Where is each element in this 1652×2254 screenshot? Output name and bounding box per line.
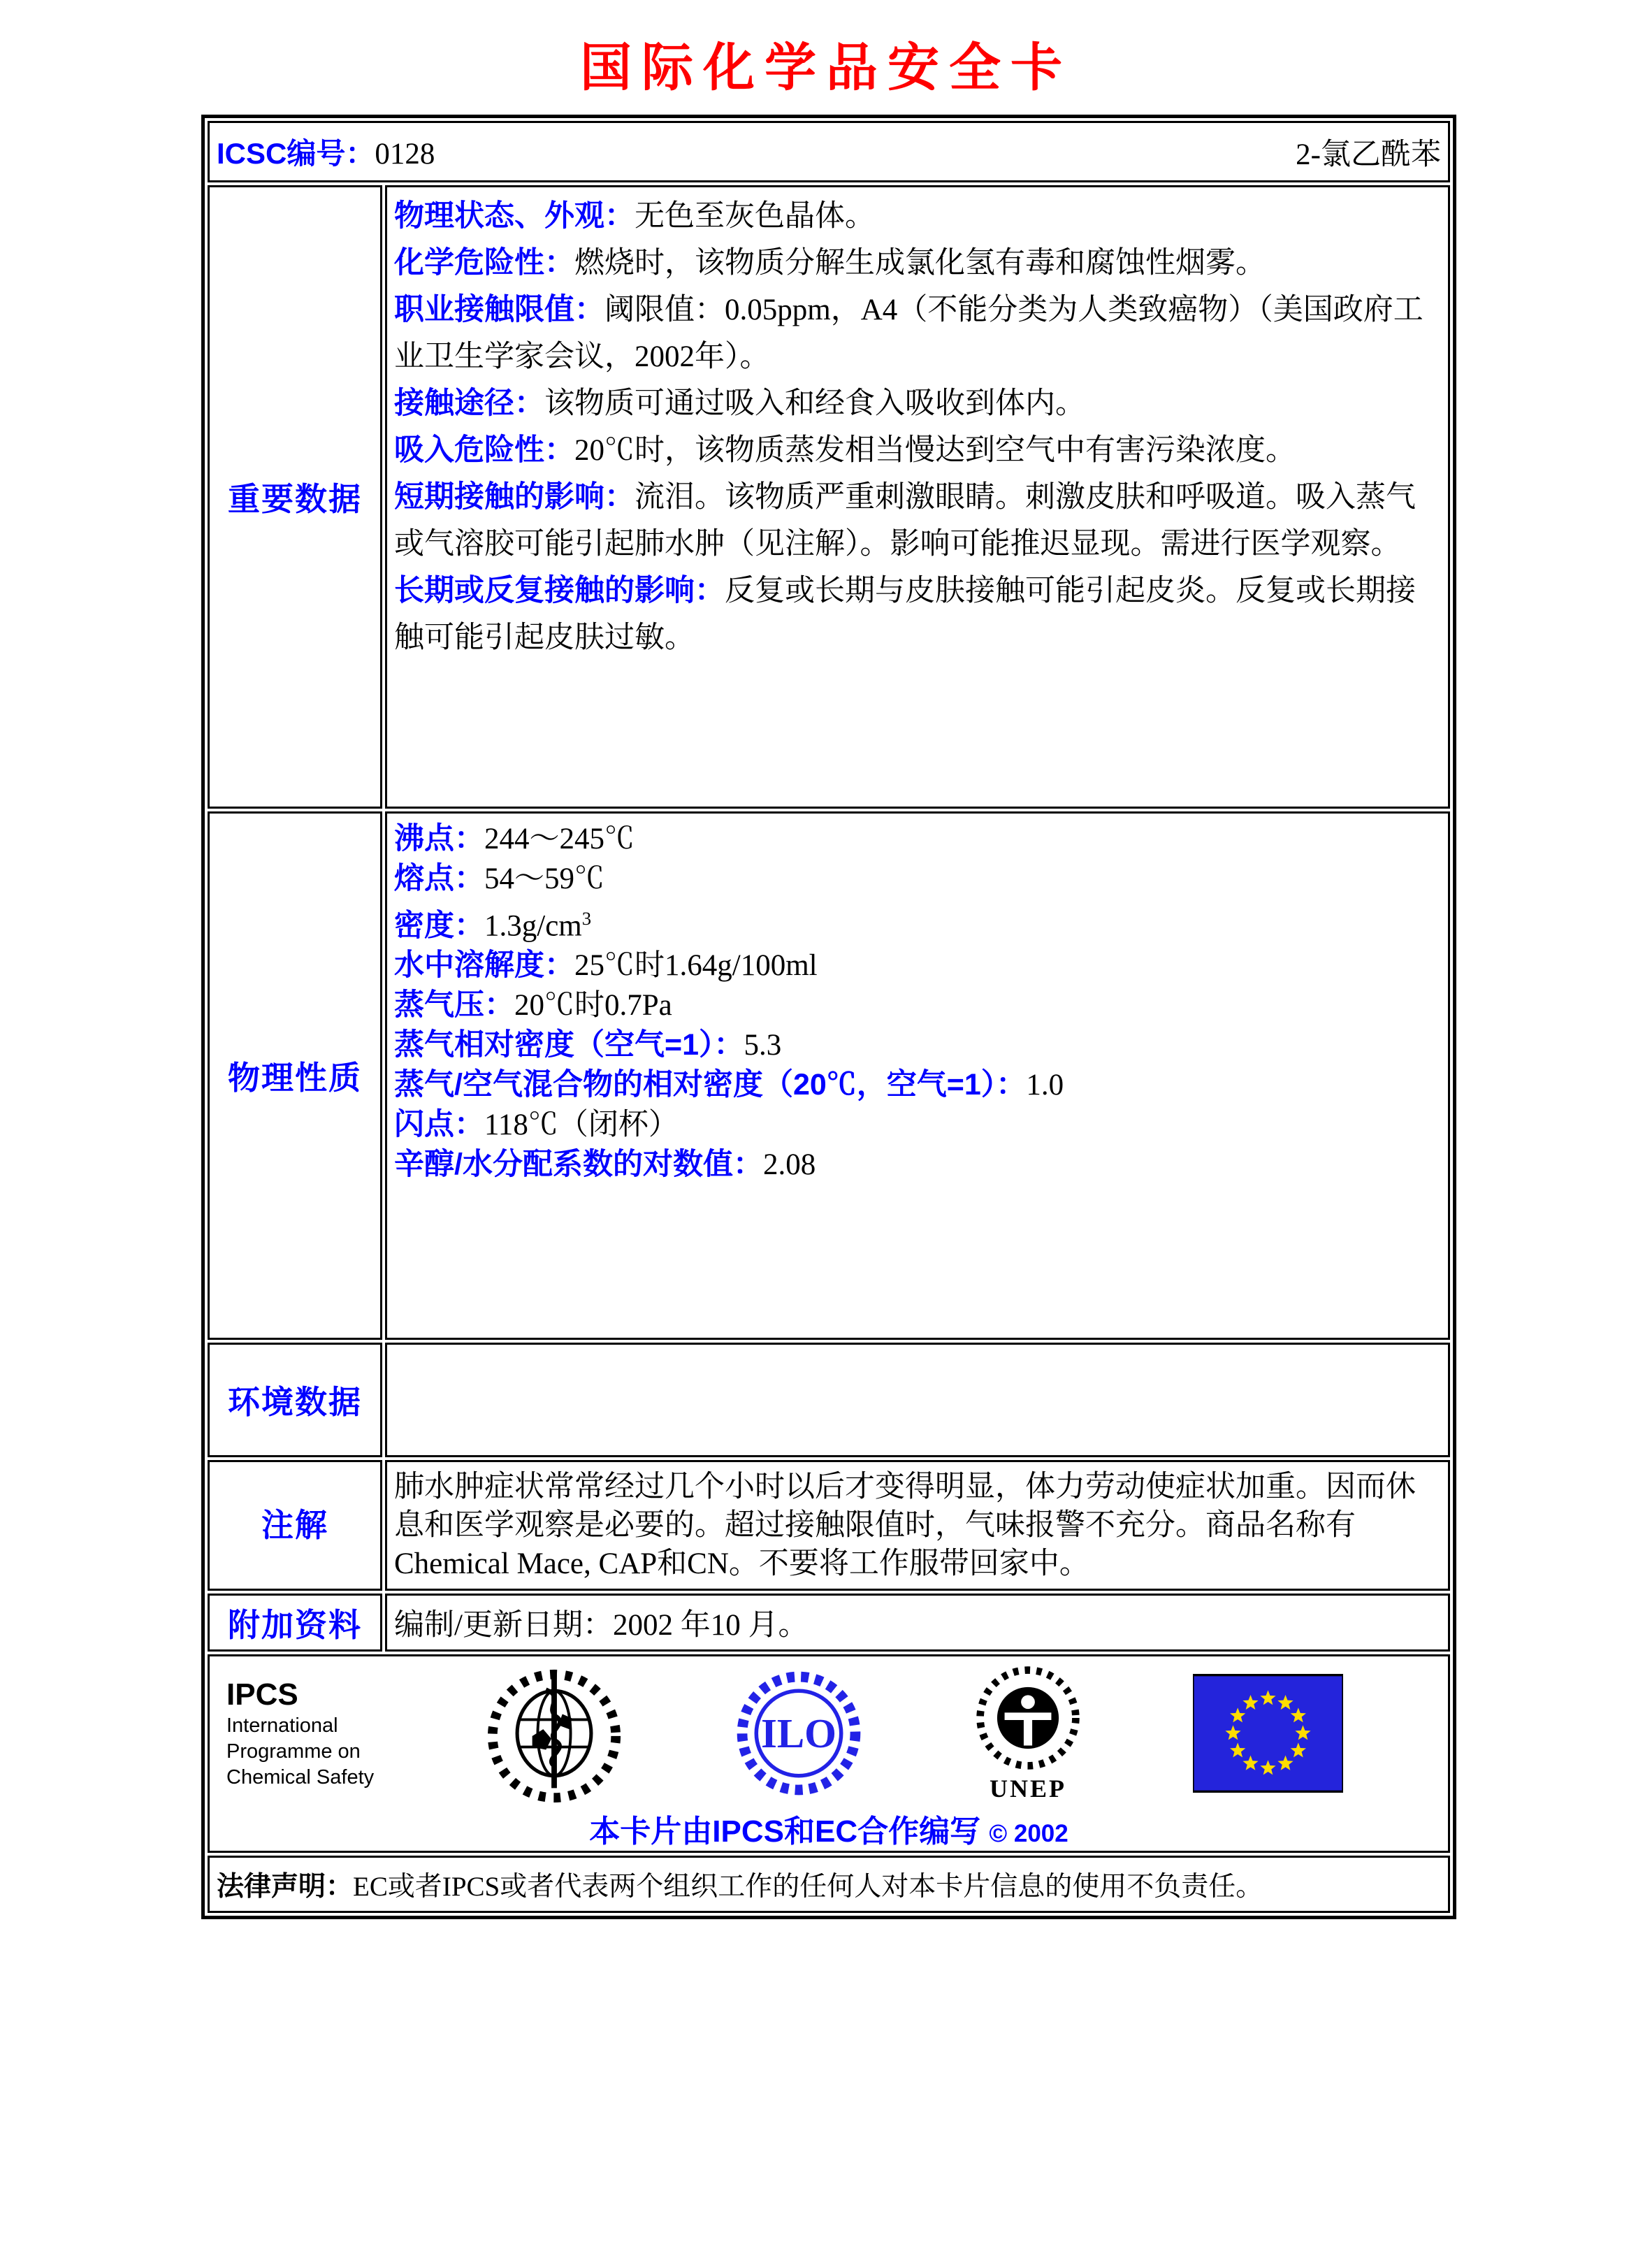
property-label: 水中溶解度：	[394, 948, 574, 983]
ipcs-subtitle-line: Chemical Safety	[226, 1765, 375, 1789]
property-label: 化学危险性：	[394, 246, 574, 280]
section-content-environmental-data	[385, 1343, 1450, 1457]
property-label: 闪点：	[394, 1108, 484, 1142]
icsc-number-value: 0128	[375, 138, 435, 171]
credit-text: 本卡片由IPCS和EC合作编写	[589, 1814, 981, 1849]
page-title: 国际化学品安全卡	[580, 40, 1072, 97]
section-content-notes: 肺水肿症状常常经过几个小时以后才变得明显，体力劳动使症状加重。因而休息和医学观察是必要的。超过接触限值时，气味报警不充分。商品名称有Chemical Mace, CAP和CN。不要将工作服带回家中。	[385, 1460, 1450, 1591]
section-row-notes	[208, 1460, 1450, 1591]
property-line	[394, 240, 1440, 287]
header-cell	[208, 121, 1450, 182]
legal-row	[208, 1856, 1450, 1913]
property-label: 辛醇/水分配系数的对数值：	[394, 1148, 763, 1182]
ipcs-subtitle-line: International	[226, 1714, 338, 1737]
property-line	[394, 474, 1440, 568]
property-label: 蒸气/空气混合物的相对密度（20℃，空气=1）：	[394, 1068, 1027, 1102]
eu-flag-icon	[1193, 1674, 1343, 1793]
property-value: 流泪。该物质严重刺激眼睛。刺激皮肤和呼吸道。吸入蒸气或气溶胶可能引起肺水肿（见注解）。影响可能推迟显现。需进行医学观察。	[394, 481, 1416, 561]
property-value: 1.0	[1026, 1069, 1064, 1102]
legal-text: EC或者IPCS或者代表两个组织工作的任何人对本卡片信息的使用不负责任。	[353, 1872, 1263, 1902]
legal-label: 法律声明：	[217, 1872, 354, 1902]
property-line	[394, 1105, 1440, 1145]
property-label: 蒸气相对密度（空气=1）：	[394, 1028, 744, 1062]
ipcs-subtitle-line: Programme on	[226, 1740, 361, 1763]
header-row	[208, 121, 1450, 182]
section-content-additional-info: 编制/更新日期：2002 年10 月。	[385, 1594, 1450, 1652]
property-value: 20℃时，该物质蒸发相当慢达到空气中有害污染浓度。	[574, 434, 1296, 467]
property-label: 接触途径：	[394, 386, 544, 420]
property-line	[394, 859, 1440, 899]
property-label: 密度：	[394, 909, 484, 943]
property-label: 物理状态、外观：	[394, 199, 635, 233]
section-label-physical-properties: 物理性质	[208, 811, 382, 1340]
property-value: 无色至灰色晶体。	[635, 200, 875, 233]
who-logo	[486, 1663, 623, 1803]
property-line	[394, 946, 1440, 985]
property-label: 熔点：	[394, 862, 484, 895]
icsc-table	[201, 115, 1456, 1919]
property-label: 吸入危险性：	[394, 433, 574, 467]
section-content-important-data	[385, 185, 1450, 809]
property-line	[394, 287, 1440, 380]
section-content-physical-properties	[385, 811, 1450, 1340]
property-label: 蒸气压：	[394, 988, 514, 1023]
icsc-card-page	[0, 27, 1652, 1919]
unep-logo-block	[975, 1665, 1081, 1803]
ipcs-title: IPCS	[226, 1677, 298, 1712]
property-line	[394, 985, 1440, 1025]
property-line	[394, 568, 1440, 661]
property-line	[394, 380, 1440, 427]
property-label: 职业接触限值：	[394, 293, 604, 326]
property-value: 54～59℃	[484, 862, 604, 895]
section-row-environmental-data	[208, 1343, 1450, 1457]
section-label-important-data: 重要数据	[208, 185, 382, 809]
chemical-name: 2-氯乙酰苯	[1296, 138, 1441, 171]
property-value: 244～245℃	[484, 823, 635, 855]
footer-cell	[208, 1654, 1450, 1853]
superscript: 3	[581, 908, 592, 929]
section-row-additional-info	[208, 1594, 1450, 1652]
svg-text:ILO: ILO	[761, 1711, 837, 1757]
property-line	[394, 427, 1440, 474]
property-value: 反复或长期与皮肤接触可能引起皮炎。反复或长期接触可能引起皮肤过敏。	[394, 575, 1416, 654]
property-line	[394, 819, 1440, 859]
property-line	[394, 1145, 1440, 1185]
property-label: 沸点：	[394, 822, 484, 855]
property-value: 25℃时1.64g/100ml	[574, 949, 818, 983]
logos-row	[210, 1659, 1448, 1802]
section-label-additional-info: 附加资料	[208, 1594, 382, 1652]
property-value: 该物质可通过吸入和经食入吸收到体内。	[544, 387, 1085, 420]
property-line	[394, 1065, 1440, 1105]
section-row-physical-properties	[208, 811, 1450, 1340]
icsc-number-label: ICSC编号：	[217, 137, 375, 170]
property-value: 燃烧时，该物质分解生成氯化氢有毒和腐蚀性烟雾。	[574, 247, 1266, 280]
property-value: 5.3	[744, 1029, 782, 1062]
unep-logo	[975, 1665, 1081, 1771]
credit-line	[210, 1806, 1448, 1851]
property-value: 2.08	[762, 1148, 816, 1182]
legal-cell	[208, 1856, 1450, 1913]
property-value: 118℃（闭杯）	[484, 1108, 679, 1142]
property-value: 1.3g/cm	[484, 909, 582, 943]
property-value: 阈限值：0.05ppm，A4（不能分类为人类致癌物）（美国政府工业卫生学家会议，2002年）。	[394, 294, 1423, 373]
icsc-number-group	[217, 131, 435, 173]
ipcs-text-block	[226, 1677, 374, 1791]
ipcs-subtitle	[226, 1713, 374, 1791]
property-line	[394, 899, 1440, 946]
section-row-important-data	[208, 185, 1450, 809]
footer-row	[208, 1654, 1450, 1853]
copyright-text: © 2002	[989, 1820, 1068, 1847]
section-label-notes: 注解	[208, 1460, 382, 1591]
property-line	[394, 193, 1440, 240]
section-label-environmental-data: 环境数据	[208, 1343, 382, 1457]
property-line	[394, 1025, 1440, 1065]
property-label: 短期接触的影响：	[394, 480, 635, 514]
unep-caption: UNEP	[990, 1774, 1067, 1803]
property-label: 长期或反复接触的影响：	[394, 574, 725, 607]
ilo-logo	[734, 1669, 863, 1798]
property-value: 20℃时0.7Pa	[514, 989, 672, 1023]
